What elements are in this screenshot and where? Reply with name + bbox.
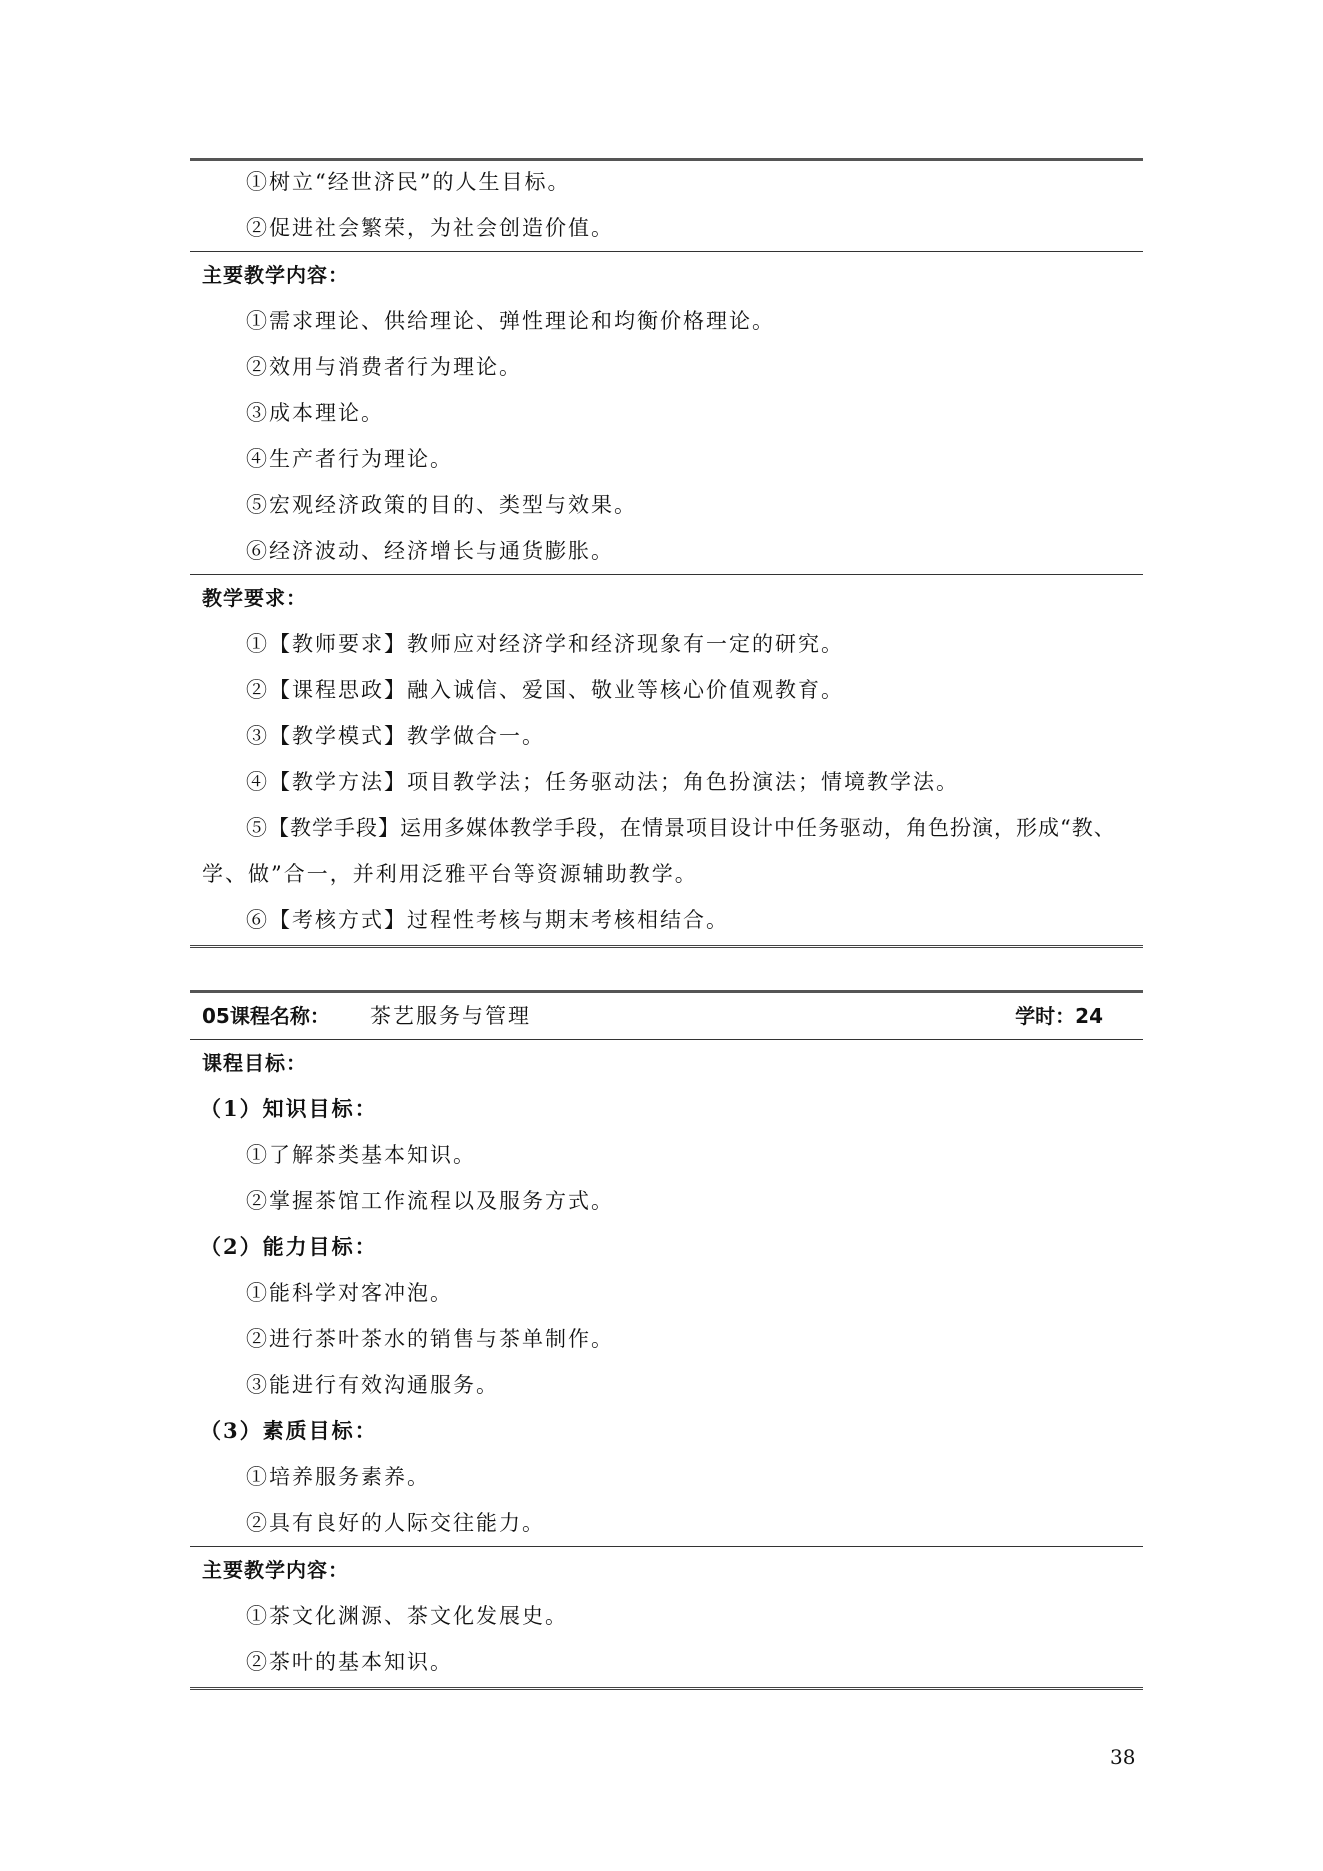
quality-heading: （3）素质目标： bbox=[200, 1418, 378, 1443]
content-item: ①需求理论、供给理论、弹性理论和均衡价格理论。 bbox=[246, 309, 775, 333]
bottom-rule bbox=[190, 1687, 1143, 1690]
content-item: ⑥经济波动、经济增长与通货膨胀。 bbox=[246, 539, 614, 563]
content-item: ②茶叶的基本知识。 bbox=[246, 1650, 453, 1674]
content-heading: 主要教学内容： bbox=[202, 263, 349, 287]
ability-item: ②进行茶叶茶水的销售与茶单制作。 bbox=[246, 1327, 614, 1351]
content-item: ③成本理论。 bbox=[246, 401, 384, 425]
knowledge-heading: （1）知识目标： bbox=[200, 1096, 378, 1121]
content-item: ①茶文化渊源、茶文化发展史。 bbox=[246, 1604, 568, 1628]
requirement-item: ④【教学方法】项目教学法；任务驱动法；角色扮演法；情境教学法。 bbox=[246, 770, 959, 794]
quality-item: ②促进社会繁荣，为社会创造价值。 bbox=[246, 216, 614, 240]
course-hours: 学时：24 bbox=[1015, 1004, 1103, 1028]
content-item: ④生产者行为理论。 bbox=[246, 447, 453, 471]
content-heading: 主要教学内容： bbox=[202, 1558, 349, 1582]
course-title-row bbox=[190, 993, 1143, 1039]
goal-heading: 课程目标： bbox=[202, 1051, 307, 1075]
course-name-label: 05课程名称： bbox=[202, 1004, 330, 1028]
quality-item: ①培养服务素养。 bbox=[246, 1465, 430, 1489]
quality-item: ②具有良好的人际交往能力。 bbox=[246, 1511, 545, 1535]
requirement-item: ②【课程思政】融入诚信、爱国、敬业等核心价值观教育。 bbox=[246, 678, 844, 702]
requirement-item: ⑥【考核方式】过程性考核与期末考核相结合。 bbox=[246, 908, 729, 932]
requirement-item: ⑤【教学手段】运用多媒体教学手段，在情景项目设计中任务驱动，角色扮演，形成“教、 bbox=[246, 816, 1116, 840]
ability-heading: （2）能力目标： bbox=[200, 1234, 378, 1259]
ability-item: ③能进行有效沟通服务。 bbox=[246, 1373, 499, 1397]
bottom-rule bbox=[190, 945, 1143, 948]
requirements-heading: 教学要求： bbox=[202, 586, 307, 610]
requirement-item: ③【教学模式】教学做合一。 bbox=[246, 724, 545, 748]
course-05-section bbox=[190, 990, 1143, 1690]
requirement-item: ①【教师要求】教师应对经济学和经济现象有一定的研究。 bbox=[246, 632, 844, 656]
quality-item: ①树立“经世济民”的人生目标。 bbox=[246, 170, 571, 194]
content-item: ⑤宏观经济政策的目的、类型与效果。 bbox=[246, 493, 637, 517]
content-item: ②效用与消费者行为理论。 bbox=[246, 355, 522, 379]
knowledge-item: ②掌握茶馆工作流程以及服务方式。 bbox=[246, 1189, 614, 1213]
page-number: 38 bbox=[1110, 1745, 1136, 1769]
requirement-item-continued: 学、做”合一，并利用泛雅平台等资源辅助教学。 bbox=[202, 862, 698, 886]
prev-course-section bbox=[190, 158, 1143, 948]
ability-item: ①能科学对客冲泡。 bbox=[246, 1281, 453, 1305]
course-name: 茶艺服务与管理 bbox=[370, 1004, 531, 1028]
knowledge-item: ①了解茶类基本知识。 bbox=[246, 1143, 476, 1167]
